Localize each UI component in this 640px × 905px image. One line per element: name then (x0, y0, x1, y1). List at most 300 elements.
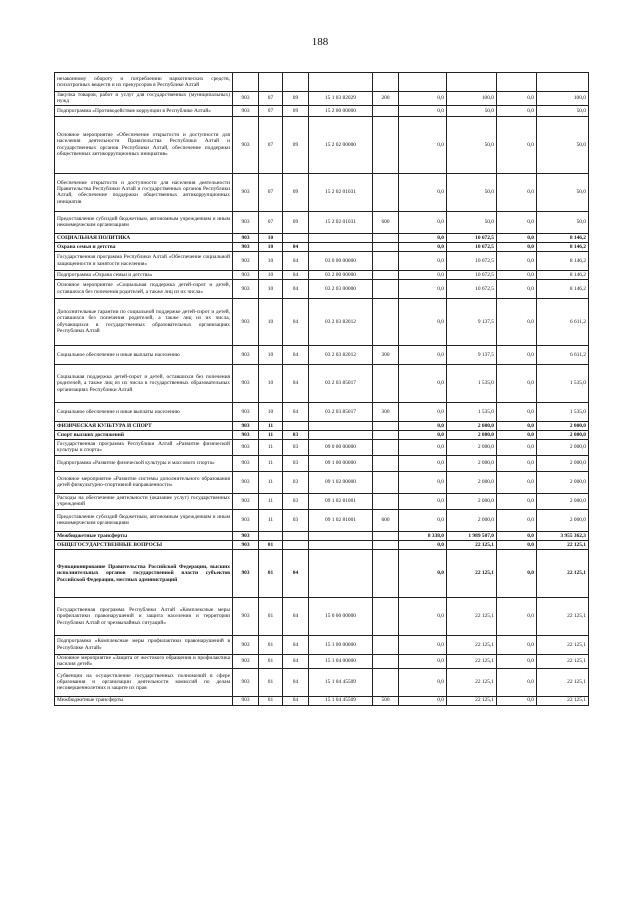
cell-vr (373, 549, 399, 597)
table-row (55, 654, 589, 668)
cell-v4: 8 146,2 (537, 251, 589, 270)
cell-sub: 09 (283, 211, 309, 233)
cell-name: Дополнительные гарантии по социальной поддержке детей-сирот и детей, оставшихся без попечения родителей, а также лиц из их числа, обучающихся в государственных образовательных организациях Республики Алтай (55, 298, 233, 345)
cell-v3: 0,0 (497, 105, 537, 116)
cell-sec (259, 531, 283, 540)
cell-name: Основное мероприятие «Развитие системы дополнительного образования детей физкультурно-спортивной направленности» (55, 471, 233, 493)
cell-admin: 903 (233, 270, 259, 279)
cell-cs: 15 1 04 45509 (309, 668, 373, 696)
table-row (55, 540, 589, 549)
cell-v2: 22 125,1 (447, 668, 497, 696)
cell-v1: 0,0 (399, 402, 447, 421)
cell-v4: 6 611,2 (537, 345, 589, 364)
cell-v1: 0,0 (399, 116, 447, 173)
cell-cs: 09 1 02 81001 (309, 509, 373, 531)
cell-cs: 03 2 03 82012 (309, 345, 373, 364)
cell-vr: 200 (373, 92, 399, 106)
cell-v3: 0,0 (497, 549, 537, 597)
cell-sub: 04 (283, 364, 309, 402)
cell-name: Субвенции на осуществление государственных полномочий в сфере образования и организации деятельности комиссий по делам несовершеннолетних и защите их прав (55, 668, 233, 696)
cell-cs: 03 2 03 85017 (309, 364, 373, 402)
cell-sec: 10 (259, 233, 283, 242)
cell-sub: 04 (283, 242, 309, 251)
cell-vr (373, 421, 399, 430)
cell-v4: 2 000,0 (537, 471, 589, 493)
cell-admin: 903 (233, 493, 259, 509)
cell-admin: 903 (233, 696, 259, 705)
table-row (55, 402, 589, 421)
cell-sec: 07 (259, 173, 283, 211)
table-row (55, 173, 589, 211)
cell-sec: 01 (259, 597, 283, 635)
cell-cs (309, 73, 373, 92)
cell-v4: 22 125,1 (537, 597, 589, 635)
cell-v1: 0,0 (399, 439, 447, 455)
cell-v3: 0,0 (497, 531, 537, 540)
cell-name: Подпрограмма «Развитие физической культуры и массового спорта» (55, 455, 233, 471)
cell-sub (283, 531, 309, 540)
cell-v3 (497, 73, 537, 92)
cell-sub: 03 (283, 439, 309, 455)
cell-admin: 903 (233, 654, 259, 668)
cell-v4: 8 146,2 (537, 279, 589, 298)
cell-v4: 50,0 (537, 116, 589, 173)
cell-cs: 15 1 00 00000 (309, 635, 373, 654)
cell-sec: 11 (259, 430, 283, 439)
cell-v2: 2 000,0 (447, 439, 497, 455)
table-row (55, 242, 589, 251)
cell-v1: 0,0 (399, 298, 447, 345)
cell-v3: 0,0 (497, 654, 537, 668)
table-row (55, 696, 589, 705)
cell-v1: 0,0 (399, 173, 447, 211)
cell-cs: 15 2 02 00000 (309, 116, 373, 173)
cell-admin: 903 (233, 251, 259, 270)
cell-sub: 09 (283, 105, 309, 116)
cell-v3: 0,0 (497, 540, 537, 549)
cell-v3: 0,0 (497, 509, 537, 531)
cell-sub (283, 233, 309, 242)
cell-vr (373, 531, 399, 540)
cell-v3: 0,0 (497, 279, 537, 298)
table-row (55, 421, 589, 430)
cell-cs: 09 0 00 00000 (309, 439, 373, 455)
cell-cs: 09 1 02 81001 (309, 493, 373, 509)
cell-sec: 01 (259, 654, 283, 668)
cell-v4: 50,0 (537, 105, 589, 116)
table-row (55, 345, 589, 364)
cell-sec: 10 (259, 298, 283, 345)
cell-sec: 10 (259, 279, 283, 298)
cell-v4: 22 125,1 (537, 668, 589, 696)
cell-v4: 3 955 362,3 (537, 531, 589, 540)
cell-sec: 01 (259, 635, 283, 654)
table-body (55, 73, 589, 706)
cell-v2: 2 000,0 (447, 509, 497, 531)
cell-v2: 22 125,1 (447, 597, 497, 635)
cell-vr (373, 597, 399, 635)
cell-cs (309, 531, 373, 540)
cell-sec: 07 (259, 211, 283, 233)
cell-v3: 0,0 (497, 471, 537, 493)
cell-sec: 11 (259, 509, 283, 531)
cell-v3: 0,0 (497, 493, 537, 509)
cell-v3: 0,0 (497, 597, 537, 635)
cell-vr (373, 540, 399, 549)
cell-name: незаконному обороту и потреблению наркотических средств, психотропных веществ и их прекурсоров в Республике Алтай (55, 73, 233, 92)
cell-vr (373, 471, 399, 493)
cell-name: Социальное обеспечение и иные выплаты населению (55, 345, 233, 364)
cell-vr (373, 279, 399, 298)
cell-vr: 500 (373, 696, 399, 705)
cell-admin: 903 (233, 549, 259, 597)
cell-sec: 11 (259, 455, 283, 471)
cell-name: Спорт высших достижений (55, 430, 233, 439)
cell-sub: 04 (283, 279, 309, 298)
cell-sub: 03 (283, 430, 309, 439)
cell-sub: 04 (283, 402, 309, 421)
cell-sec: 01 (259, 696, 283, 705)
cell-cs: 15 1 04 00000 (309, 654, 373, 668)
cell-v4: 50,0 (537, 211, 589, 233)
cell-v1: 0,0 (399, 421, 447, 430)
cell-name: Подпрограмма «Комплексные меры профилактики правонарушений в Республике Алтай» (55, 635, 233, 654)
cell-sec: 10 (259, 402, 283, 421)
cell-v3: 0,0 (497, 242, 537, 251)
cell-cs (309, 540, 373, 549)
cell-sec: 11 (259, 493, 283, 509)
cell-v2: 2 000,0 (447, 455, 497, 471)
cell-v3: 0,0 (497, 364, 537, 402)
cell-v4: 22 125,1 (537, 696, 589, 705)
cell-vr (373, 73, 399, 92)
cell-v4: 2 000,0 (537, 493, 589, 509)
cell-v3: 0,0 (497, 233, 537, 242)
cell-name: Основное мероприятие «Обеспечение открытости и доступности для населения деятельности Правительства Республики Алтай и государственных органов Республики Алтай, обеспечение поддержки общественных антикоррупционных инициатив» (55, 116, 233, 173)
cell-name: Расходы на обеспечение деятельности (оказание услуг) государственных учреждений (55, 493, 233, 509)
cell-v2: 1 535,0 (447, 364, 497, 402)
cell-v4: 1 535,0 (537, 364, 589, 402)
cell-v4: 2 000,0 (537, 439, 589, 455)
cell-v4: 100,0 (537, 92, 589, 106)
cell-sub (283, 540, 309, 549)
cell-v2: 10 672,5 (447, 233, 497, 242)
table-row (55, 439, 589, 455)
cell-sec: 01 (259, 540, 283, 549)
cell-vr (373, 233, 399, 242)
table-row (55, 116, 589, 173)
cell-v3: 0,0 (497, 635, 537, 654)
cell-admin: 903 (233, 439, 259, 455)
table-row (55, 105, 589, 116)
cell-cs: 03 2 00 00000 (309, 270, 373, 279)
cell-name: Охрана семьи и детства (55, 242, 233, 251)
table-row (55, 251, 589, 270)
cell-v2: 2 000,0 (447, 430, 497, 439)
cell-vr (373, 251, 399, 270)
cell-admin: 903 (233, 635, 259, 654)
cell-v3: 0,0 (497, 251, 537, 270)
cell-v4: 8 146,2 (537, 270, 589, 279)
cell-v3: 0,0 (497, 211, 537, 233)
cell-v2: 10 672,5 (447, 251, 497, 270)
table-row (55, 597, 589, 635)
cell-v1: 0,0 (399, 270, 447, 279)
cell-vr (373, 116, 399, 173)
cell-v2: 22 125,1 (447, 696, 497, 705)
cell-cs: 15 1 04 45509 (309, 696, 373, 705)
cell-v2: 9 137,5 (447, 345, 497, 364)
cell-vr (373, 654, 399, 668)
cell-v1 (399, 73, 447, 92)
cell-name: Закупка товаров, работ и услуг для государственных (муниципальных) нужд (55, 92, 233, 106)
cell-v2: 9 137,5 (447, 298, 497, 345)
cell-v2: 22 125,1 (447, 549, 497, 597)
cell-v3: 0,0 (497, 430, 537, 439)
cell-v1: 0,0 (399, 635, 447, 654)
cell-v2: 50,0 (447, 105, 497, 116)
table-row (55, 635, 589, 654)
table-row (55, 298, 589, 345)
cell-v1: 0,0 (399, 242, 447, 251)
cell-cs (309, 549, 373, 597)
cell-sub: 04 (283, 251, 309, 270)
table-row (55, 455, 589, 471)
cell-v2: 10 672,5 (447, 242, 497, 251)
cell-v2: 10 672,5 (447, 279, 497, 298)
cell-sub: 03 (283, 509, 309, 531)
cell-cs: 15 0 00 00000 (309, 597, 373, 635)
cell-sec: 10 (259, 345, 283, 364)
cell-v3: 0,0 (497, 696, 537, 705)
cell-admin: 903 (233, 298, 259, 345)
cell-admin: 903 (233, 364, 259, 402)
table-row (55, 233, 589, 242)
table-row (55, 509, 589, 531)
cell-sub: 09 (283, 92, 309, 106)
cell-cs: 03 0 00 00000 (309, 251, 373, 270)
cell-admin: 903 (233, 421, 259, 430)
cell-sec: 11 (259, 439, 283, 455)
cell-v4: 2 000,0 (537, 421, 589, 430)
cell-sub: 03 (283, 471, 309, 493)
cell-cs (309, 421, 373, 430)
table-row (55, 549, 589, 597)
cell-sub: 04 (283, 635, 309, 654)
cell-name: Подпрограмма «Противодействие коррупции в Республике Алтай» (55, 105, 233, 116)
cell-name: Государственная программа Республики Алтай «Комплексные меры профилактики правонарушений и защита населения и территории Республики Алтай от чрезвычайных ситуаций» (55, 597, 233, 635)
cell-v1: 0,0 (399, 92, 447, 106)
cell-name: Государственная программа Республики Алтай «Развитие физической культуры и спорта» (55, 439, 233, 455)
cell-sub: 04 (283, 345, 309, 364)
cell-cs: 15 2 00 00000 (309, 105, 373, 116)
cell-v1: 0,0 (399, 471, 447, 493)
cell-admin: 903 (233, 233, 259, 242)
cell-sec: 01 (259, 668, 283, 696)
cell-admin: 903 (233, 540, 259, 549)
cell-v4: 8 146,2 (537, 242, 589, 251)
cell-v2: 50,0 (447, 173, 497, 211)
cell-v1: 0,0 (399, 668, 447, 696)
cell-cs: 15 2 02 01031 (309, 173, 373, 211)
cell-v2: 2 000,0 (447, 421, 497, 430)
table-row (55, 73, 589, 92)
cell-v3: 0,0 (497, 402, 537, 421)
cell-vr (373, 493, 399, 509)
cell-name: Предоставление субсидий бюджетным, автономным учреждениям и иным некоммерческим организациям (55, 509, 233, 531)
cell-v1: 0,0 (399, 430, 447, 439)
cell-sec: 07 (259, 105, 283, 116)
table-row (55, 279, 589, 298)
cell-v1: 0,0 (399, 345, 447, 364)
cell-v3: 0,0 (497, 270, 537, 279)
cell-v4: 1 535,0 (537, 402, 589, 421)
cell-v1: 0,0 (399, 549, 447, 597)
table-row (55, 531, 589, 540)
cell-cs: 09 1 00 00000 (309, 455, 373, 471)
cell-vr (373, 364, 399, 402)
cell-v4: 6 611,2 (537, 298, 589, 345)
cell-admin: 903 (233, 597, 259, 635)
cell-vr: 300 (373, 345, 399, 364)
cell-v4: 22 125,1 (537, 635, 589, 654)
cell-admin: 903 (233, 430, 259, 439)
cell-admin: 903 (233, 242, 259, 251)
cell-name: Функционирование Правительства Российской Федерации, высших исполнительных органов государственной власти субъектов Российской Федерации, местных администраций (55, 549, 233, 597)
cell-v1: 0,0 (399, 364, 447, 402)
cell-v4: 8 146,2 (537, 233, 589, 242)
cell-sec: 10 (259, 242, 283, 251)
cell-v2: 22 125,1 (447, 635, 497, 654)
table-row (55, 92, 589, 106)
cell-admin: 903 (233, 345, 259, 364)
cell-name: Социальная поддержка детей-сирот и детей, оставшихся без попечения родителей, а также лиц из их числа в государственных образовательных организациях Республики Алтай (55, 364, 233, 402)
cell-admin: 903 (233, 668, 259, 696)
table-row (55, 430, 589, 439)
cell-name: Основное мероприятие «Защита от жестокого обращения и профилактика насилия детей» (55, 654, 233, 668)
cell-v2: 10 672,5 (447, 270, 497, 279)
cell-admin: 903 (233, 279, 259, 298)
cell-v1: 0,0 (399, 540, 447, 549)
cell-vr (373, 635, 399, 654)
cell-v2: 100,0 (447, 92, 497, 106)
cell-name: Подпрограмма «Охрана семьи и детства» (55, 270, 233, 279)
cell-cs: 03 2 03 00000 (309, 279, 373, 298)
budget-table (54, 72, 589, 706)
cell-sec: 07 (259, 92, 283, 106)
cell-sub: 04 (283, 654, 309, 668)
cell-v1: 0,0 (399, 279, 447, 298)
cell-v4: 2 000,0 (537, 430, 589, 439)
cell-vr (373, 668, 399, 696)
cell-v1: 0,0 (399, 696, 447, 705)
cell-sec (259, 73, 283, 92)
cell-vr (373, 270, 399, 279)
cell-v2: 22 125,1 (447, 654, 497, 668)
cell-cs: 15 1 03 82029 (309, 92, 373, 106)
cell-v3: 0,0 (497, 92, 537, 106)
cell-v3: 0,0 (497, 439, 537, 455)
cell-vr: 600 (373, 211, 399, 233)
cell-sub: 04 (283, 696, 309, 705)
cell-admin: 903 (233, 531, 259, 540)
cell-v4: 2 000,0 (537, 509, 589, 531)
cell-vr (373, 173, 399, 211)
cell-v3: 0,0 (497, 455, 537, 471)
cell-v1: 0,0 (399, 211, 447, 233)
cell-vr (373, 242, 399, 251)
cell-cs (309, 430, 373, 439)
cell-v4: 50,0 (537, 173, 589, 211)
cell-sub: 09 (283, 173, 309, 211)
cell-name: СОЦИАЛЬНАЯ ПОЛИТИКА (55, 233, 233, 242)
cell-v3: 0,0 (497, 345, 537, 364)
cell-sub (283, 73, 309, 92)
cell-v1: 0,0 (399, 455, 447, 471)
table-row (55, 270, 589, 279)
table-row (55, 364, 589, 402)
cell-admin: 903 (233, 402, 259, 421)
cell-name: ОБЩЕГОСУДАРСТВЕННЫЕ ВОПРОСЫ (55, 540, 233, 549)
cell-name: Обеспечение открытости и доступности для населения деятельности Правительства Республики Алтай и государственных органов Республики Алтай, обеспечение поддержки общественных антикоррупционных инициатив (55, 173, 233, 211)
cell-sub: 09 (283, 116, 309, 173)
table-row (55, 668, 589, 696)
cell-v2: 2 000,0 (447, 493, 497, 509)
cell-v2: 1 535,0 (447, 402, 497, 421)
cell-v4 (537, 73, 589, 92)
cell-admin: 903 (233, 173, 259, 211)
cell-sec: 10 (259, 270, 283, 279)
cell-admin (233, 73, 259, 92)
cell-sec: 07 (259, 116, 283, 173)
cell-v3: 0,0 (497, 298, 537, 345)
cell-sec: 11 (259, 421, 283, 430)
cell-vr (373, 430, 399, 439)
cell-vr: 300 (373, 402, 399, 421)
cell-sub: 03 (283, 493, 309, 509)
cell-cs: 09 1 02 00000 (309, 471, 373, 493)
cell-name: Предоставление субсидий бюджетным, автономным учреждениям и иным некоммерческим организациям (55, 211, 233, 233)
page-number: 188 (311, 36, 329, 48)
cell-admin: 903 (233, 92, 259, 106)
cell-v1: 0,0 (399, 105, 447, 116)
cell-admin: 903 (233, 455, 259, 471)
table-row (55, 493, 589, 509)
cell-cs (309, 242, 373, 251)
cell-sec: 11 (259, 471, 283, 493)
cell-sub: 03 (283, 455, 309, 471)
cell-v2: 1 989 507,0 (447, 531, 497, 540)
cell-v2: 50,0 (447, 116, 497, 173)
table-row (55, 211, 589, 233)
cell-v3: 0,0 (497, 116, 537, 173)
cell-v3: 0,0 (497, 173, 537, 211)
cell-name: Социальное обеспечение и иные выплаты населению (55, 402, 233, 421)
cell-v1: 8 338,0 (399, 531, 447, 540)
cell-v2: 50,0 (447, 211, 497, 233)
cell-sub: 04 (283, 270, 309, 279)
cell-sub: 04 (283, 549, 309, 597)
cell-sec: 10 (259, 364, 283, 402)
cell-name: ФИЗИЧЕСКАЯ КУЛЬТУРА И СПОРТ (55, 421, 233, 430)
cell-v4: 22 125,1 (537, 654, 589, 668)
cell-v3: 0,0 (497, 421, 537, 430)
cell-v1: 0,0 (399, 251, 447, 270)
cell-v2: 2 000,0 (447, 471, 497, 493)
cell-sub: 04 (283, 298, 309, 345)
cell-v3: 0,0 (497, 668, 537, 696)
cell-v1: 0,0 (399, 493, 447, 509)
